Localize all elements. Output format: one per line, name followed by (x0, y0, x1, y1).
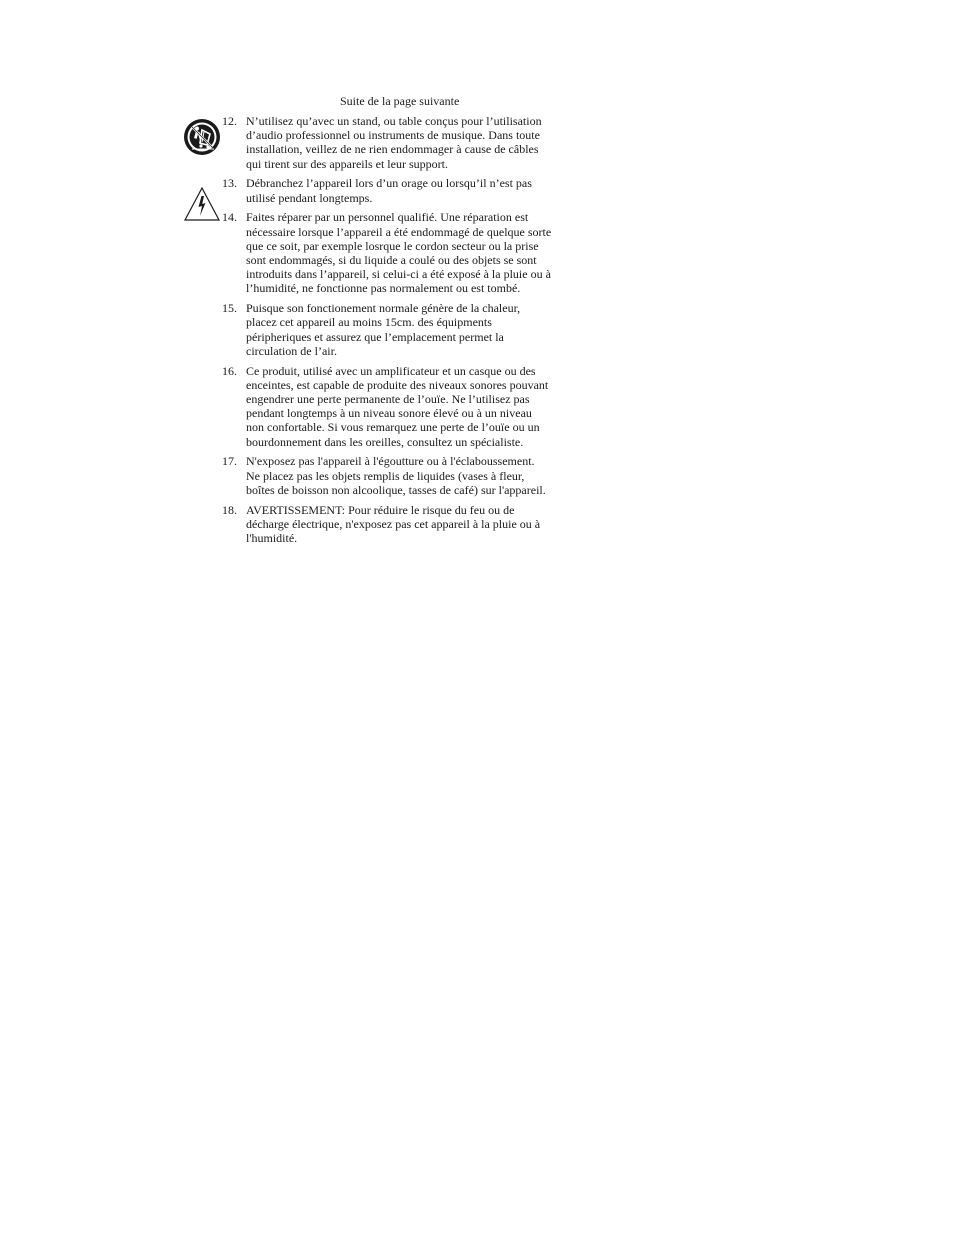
list-item (222, 114, 594, 171)
item-number: 15. (222, 301, 237, 316)
safety-instructions-list (222, 114, 594, 551)
item-number: 17. (222, 454, 237, 469)
item-text: N’utilisez qu’avec un stand, ou table conçus pour l’utilisation d’audio professionnel ou instruments de musique. Dans toute installation, veillez de ne rien endommager à cause de câbles qui tirent sur des appareils et leur support. (246, 114, 542, 171)
item-text: Débranchez l’appareil lors d’un orage ou lorsqu’il n’est pas utilisé pendant longtemps. (246, 176, 532, 205)
item-number: 18. (222, 502, 237, 517)
item-number: 14. (222, 210, 237, 225)
item-text: AVERTISSEMENT: Pour réduire le risque du feu ou de décharge électrique, n'exposez pas cet appareil à la pluie ou à l'humidité. (246, 502, 541, 546)
lightning-warning-icon (184, 187, 220, 221)
cart-tip-over-warning-icon (183, 118, 221, 156)
list-item (222, 364, 594, 449)
item-number: 12. (222, 114, 237, 128)
list-item (222, 454, 594, 497)
item-number: 13. (222, 176, 237, 191)
item-text: Faites réparer par un personnel qualifié. Une réparation est nécessaire lorsque l’appareil a été endommagé de quelque sorte que ce soit, par exemple losrque le cordon secteur ou la prise sont endommagés, si du liquide a coulé ou des objets se sont introduits dans l’appareil, si celui-ci a été exposé à la pluie ou à l’humidité, ne fonctionne pas normalement ou est tombé. (246, 210, 552, 296)
list-item (222, 176, 594, 204)
item-text: Puisque son fonctionement normale génère de la chaleur, placez cet appareil au moins 15cm. des équipments péripheriques et assurez que l’emplacement permet la circulation de l’air. (246, 301, 521, 358)
item-text: Ce produit, utilisé avec un amplificateur et un casque ou des enceintes, est capable de produite des niveaux sonores pouvant engendrer une perte permanente de l’ouïe. Ne l’utilisez pas pendant longtemps à un niveau sonore élevé ou à un niveau non confortable. Si vous remarquez une perte de l’ouïe ou un bourdonnement dans les oreilles, consultez un spécialiste. (246, 363, 549, 449)
item-number: 16. (222, 363, 237, 378)
continued-note: Suite de la page suivante (340, 94, 460, 108)
list-item (222, 210, 594, 295)
list-item (222, 503, 594, 546)
list-item (222, 301, 594, 358)
item-text: N'exposez pas l'appareil à l'égoutture ou à l'éclaboussement. Ne placez pas les objets remplis de liquides (vases à fleur, boîtes de boisson non alcoolique, tasses de café) sur l'appareil. (246, 454, 546, 497)
